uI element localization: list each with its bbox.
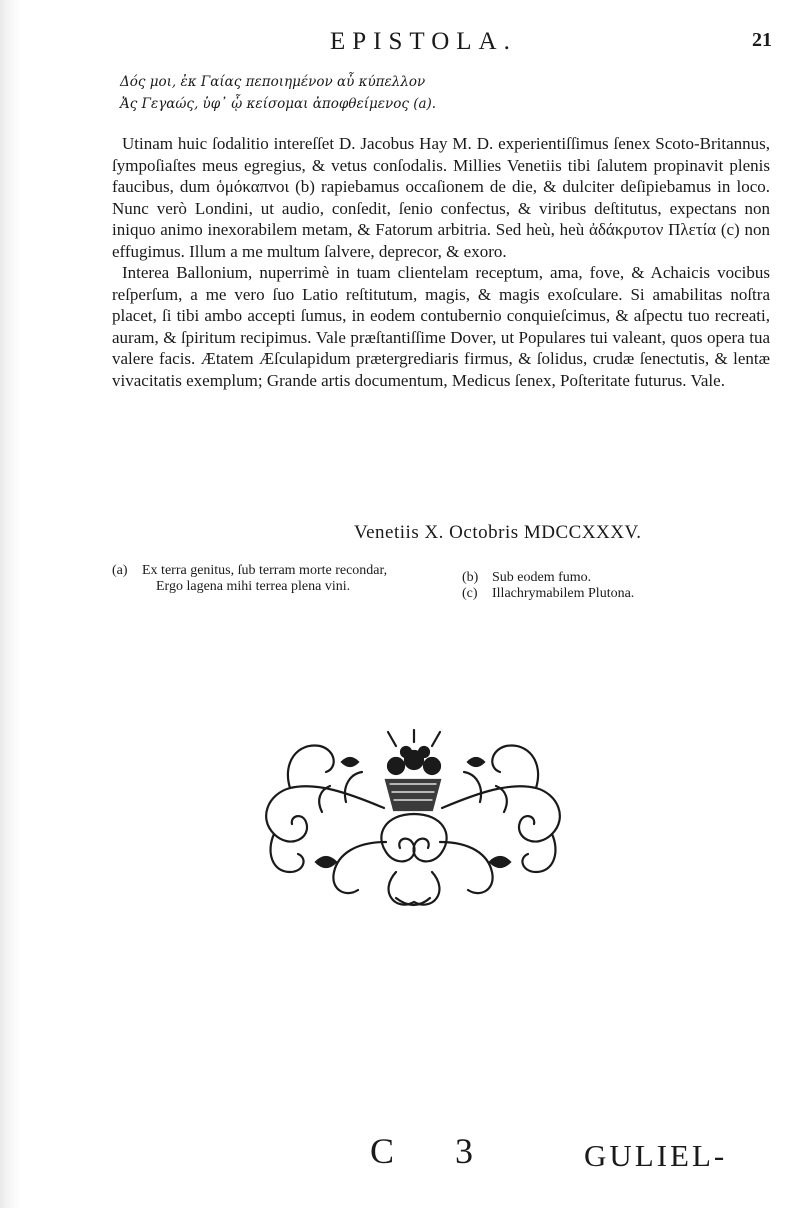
footnote-b-text: Sub eodem fumo. — [492, 570, 592, 585]
greek-verse-line-2: Ἀς Γεγαώς, ὑφ᾽ ᾧ κείσομαι ἀποφθείμενος (a). — [120, 96, 437, 112]
footnote-b — [462, 570, 742, 586]
signature-mark: C 3 — [370, 1131, 500, 1171]
footnote-a-line-2: Ergo lagena mihi terrea plena vini. — [156, 579, 351, 594]
page-number: 21 — [752, 29, 772, 51]
running-title: EPISTOLA. — [330, 28, 517, 55]
greek-verse-line-1: Δός μοι, ἐκ Γαίας πεποιημένον αὖ κύπελλον — [120, 74, 426, 90]
footnote-c — [462, 586, 742, 602]
footnote-c-text: Illachrymabilem Plutona. — [492, 586, 635, 601]
footnote-a-mark: (a) — [112, 563, 128, 578]
letter-body — [112, 133, 770, 391]
paragraph-2: Interea Ballonium, nuperrimè in tuam clientelam receptum, ama, fove, & Achaicis vocibus reſperſum, a me vero ſuo Latio reſtitutum, magis, & magis exoſculare. Si amabilitas noſtra placet, ſi tibi ambo accepti ſumus, in eodem contubernio conquieſcimus, & aſpectu tuo recreati, auram, & ſpiritum recipimus. Vale præſtantiſſime Dover, ut Populares tui valeant, quos opera tua valere facis. Ætatem Æſculapidum prætergrediaris firmus, & ſolidus, crudæ ſenectutis, & lentæ vivacitatis exemplum; Grande artis documentum, Medicus ſenex, Poſteritate futurus. Vale. — [112, 263, 770, 390]
catchword: GULIEL- — [584, 1138, 728, 1173]
footnotes-left — [112, 563, 402, 595]
footnotes-right — [462, 570, 742, 602]
dateline: Venetiis X. Octobris MDCCXXXV. — [354, 522, 642, 543]
footnote-c-mark: (c) — [462, 586, 478, 601]
page-header — [0, 28, 800, 58]
paragraph-1: Utinam huic ſodalitio intereſſet D. Jacobus Hay M. D. experientiſſimus ſenex Scoto-Britannus, ſympoſiaſtes meus egregius, & vetus conſodalis. Millies Venetiis tibi ſalutem propinavit plenis faucibus, dum ὁμόκαπνοι (b) rapiebamus occaſionem de die, & dulciter deſipiebamus in loco. Nunc verò Londini, ut audio, conſedit, ſenio confectus, & viribus deſtitutus, expectans non iniquo animo inexorabilem metam, & Fatorum arbitria. Sed heù, heù ἀδάκρυτον Πλετία (c) non effugimus. Illum a me multum ſalvere, deprecor, & exoro. — [112, 134, 770, 261]
footnote-b-mark: (b) — [462, 570, 479, 585]
footnote-a — [112, 563, 402, 579]
footnote-a-line-1: Ex terra genitus, ſub terram morte recondar, — [142, 563, 388, 578]
floral-basket-vignette-icon — [246, 722, 580, 918]
